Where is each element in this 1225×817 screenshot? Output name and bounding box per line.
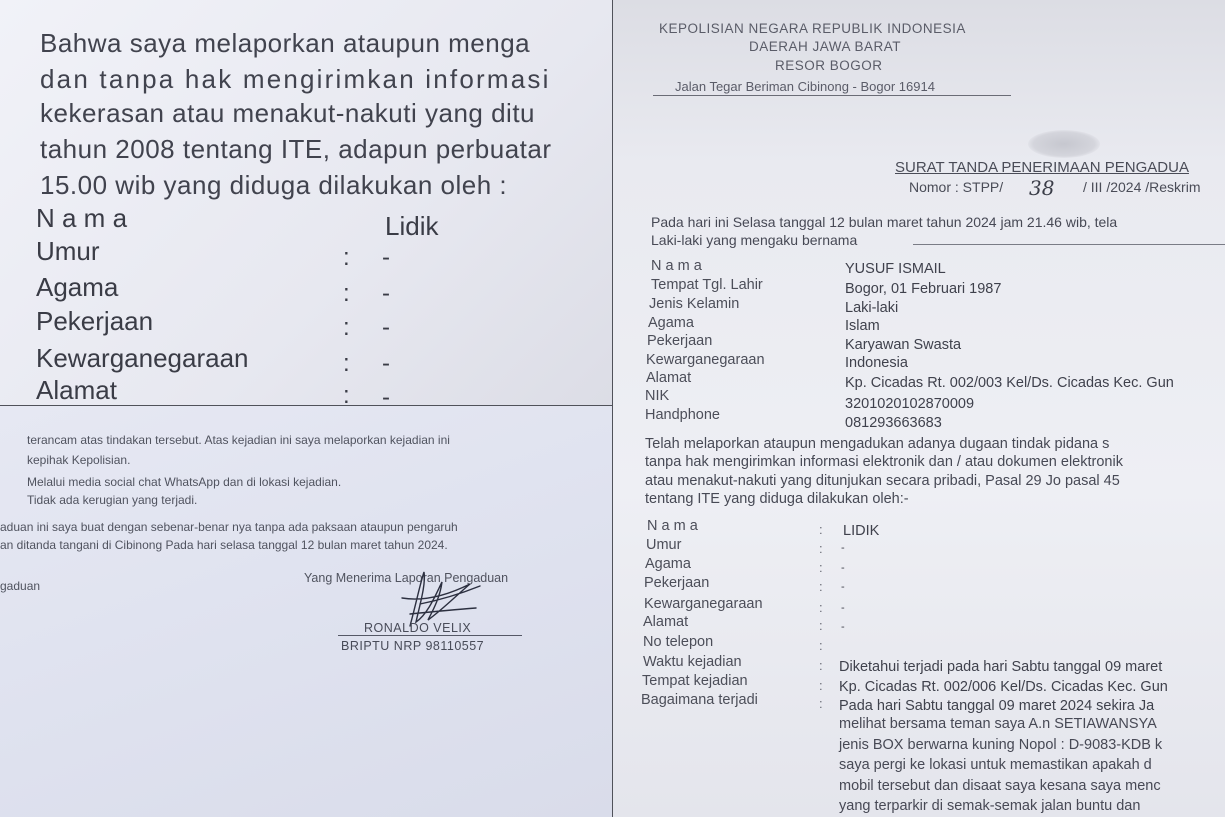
reporter-label-alamat: Alamat	[646, 370, 692, 386]
reporter-value-ttl: Bogor, 01 Februari 1987	[845, 281, 1002, 297]
officer-name: RONALDO VELIX	[364, 621, 472, 635]
field-value-kewarganegaraan: -	[382, 350, 390, 377]
suspect-value-alamat: -	[841, 621, 845, 633]
reporter-value-pekerjaan: Karyawan Swasta	[845, 337, 962, 353]
form-number-suffix: / III /2024 /Reskrim	[1083, 179, 1201, 195]
field-colon: :	[343, 280, 350, 307]
field-value-pekerjaan: -	[382, 314, 390, 341]
reporter-value-gender: Laki-laki	[845, 300, 899, 316]
reporter-value-handphone: 081293663683	[845, 415, 942, 431]
reporter-label-ttl: Tempat Tgl. Lahir	[651, 277, 763, 293]
body-line: tentang ITE yang diduga dilakukan oleh:-	[645, 491, 909, 507]
paragraph-line: kepihak Kepolisian.	[27, 453, 131, 467]
officer-rank: BRIPTU NRP 98110557	[341, 639, 485, 653]
event-label-bagaimana: Bagaimana terjadi	[641, 692, 758, 708]
field-label-agama: Agama	[36, 272, 119, 302]
bottom-left-document-crop	[0, 406, 612, 817]
signature-underline	[338, 635, 522, 636]
suspect-value-nama: LIDIK	[843, 523, 880, 539]
field-colon: :	[819, 618, 823, 633]
reporter-label-kewarganegaraan: Kewarganegaraan	[646, 352, 765, 368]
reporter-value-agama: Islam	[845, 318, 880, 334]
form-number-handwritten: 38	[1029, 176, 1055, 200]
paragraph-line: terancam atas tindakan tersebut. Atas kejadian ini saya melaporkan kejadian ini	[27, 433, 450, 447]
dotted-fill-line	[913, 244, 1225, 245]
event-label-tempat: Tempat kejadian	[642, 673, 748, 689]
field-colon: :	[819, 560, 823, 575]
body-line: atau menakut-nakuti yang ditunjukan secara pribadi, Pasal 29 Jo pasal 45	[645, 473, 1120, 489]
narrative-line: saya pergi ke lokasi untuk memastikan apakah d	[839, 757, 1152, 773]
statement-line: kekerasan atau menakut-nakuti yang ditu	[40, 98, 536, 128]
reporter-value-nama: YUSUF ISMAIL	[845, 261, 946, 277]
narrative-line: jenis BOX berwarna kuning Nopol : D-9083-KDB k	[839, 737, 1163, 753]
suspect-value-umur: -	[841, 542, 845, 554]
suspect-label-kewarganegaraan: Kewarganegaraan	[644, 596, 763, 612]
suspect-value-kewarganegaraan: -	[841, 602, 845, 614]
reporter-label-agama: Agama	[648, 315, 694, 331]
field-colon: :	[343, 244, 350, 271]
field-colon: :	[343, 314, 350, 341]
field-colon: :	[819, 600, 823, 615]
narrative-line: yang terparkir di semak-semak jalan buntu dan	[839, 798, 1141, 814]
field-label-pekerjaan: Pekerjaan	[36, 306, 154, 336]
suspect-label-umur: Umur	[646, 537, 682, 553]
crop-divider	[0, 405, 612, 406]
reporter-value-kewarganegaraan: Indonesia	[845, 355, 908, 371]
paragraph-line: an ditanda tangani di Cibinong Pada hari selasa tanggal 12 bulan maret tahun 2024.	[0, 538, 448, 552]
field-label-nama: N a m a	[36, 203, 128, 233]
crop-divider	[612, 0, 613, 817]
field-colon: :	[819, 541, 823, 556]
reporter-label-nama: N a m a	[651, 258, 702, 274]
receiver-caption: Yang Menerima Laporan Pengaduan	[304, 571, 509, 585]
suspect-label-pekerjaan: Pekerjaan	[644, 575, 710, 591]
field-value-agama: -	[382, 280, 390, 307]
suspect-label-telepon: No telepon	[643, 634, 714, 650]
event-value-bagaimana: Pada hari Sabtu tanggal 09 maret 2024 sekira Ja	[839, 698, 1155, 714]
statement-line: 15.00 wib yang diduga dilakukan oleh :	[40, 170, 508, 200]
field-value-alamat: -	[382, 384, 390, 405]
field-value-umur: -	[382, 244, 390, 271]
event-value-waktu: Diketahui terjadi pada hari Sabtu tanggal 09 maret	[839, 659, 1163, 675]
header-address: Jalan Tegar Beriman Cibinong - Bogor 16914	[675, 79, 935, 94]
field-colon: :	[819, 522, 823, 537]
event-label-waktu: Waktu kejadian	[643, 654, 742, 670]
narrative-line: melihat bersama teman saya A.n SETIAWANSYA	[839, 716, 1157, 732]
header-region: DAERAH JAWA BARAT	[749, 39, 902, 54]
body-line: tanpa hak mengirimkan informasi elektronik dan / atau dokumen elektronik	[645, 454, 1123, 470]
suspect-value-agama: -	[841, 562, 845, 574]
reporter-label-handphone: Handphone	[645, 407, 720, 423]
field-colon: :	[819, 579, 823, 594]
field-colon: :	[819, 638, 823, 653]
statement-line: Bahwa saya melaporkan ataupun menga	[40, 28, 531, 58]
paragraph-line: aduan ini saya buat dengan sebenar-benar nya tanpa ada paksaan ataupun pengaruh	[0, 520, 458, 534]
header-underline	[653, 95, 1011, 96]
seal-icon	[1028, 130, 1100, 158]
narrative-line: mobil tersebut dan disaat saya kesana saya menc	[839, 778, 1161, 794]
suspect-label-alamat: Alamat	[643, 614, 689, 630]
intro-line: Laki-laki yang mengaku bernama	[651, 232, 858, 248]
reporter-label-gender: Jenis Kelamin	[649, 296, 740, 312]
reporter-value-alamat: Kp. Cicadas Rt. 002/003 Kel/Ds. Cicadas Kec. Gun	[845, 375, 1174, 391]
form-number-prefix: Nomor : STPP/	[909, 179, 1004, 195]
right-document-crop	[613, 0, 1225, 817]
field-colon: :	[819, 696, 823, 711]
suspect-value-pekerjaan: -	[841, 581, 845, 593]
field-label-kewarganegaraan: Kewarganegaraan	[36, 343, 249, 373]
reporter-label-nik: NIK	[645, 388, 670, 404]
field-label-umur: Umur	[36, 236, 100, 266]
field-colon: :	[819, 658, 823, 673]
complainant-caption: gaduan	[0, 579, 41, 593]
header-institution: KEPOLISIAN NEGARA REPUBLIK INDONESIA	[659, 21, 966, 36]
paragraph-line: Melalui media social chat WhatsApp dan di lokasi kejadian.	[27, 475, 342, 489]
paragraph-line: Tidak ada kerugian yang terjadi.	[27, 493, 198, 507]
field-colon: :	[343, 350, 350, 377]
reporter-label-pekerjaan: Pekerjaan	[647, 333, 713, 349]
intro-line: Pada hari ini Selasa tanggal 12 bulan maret tahun 2024 jam 21.46 wib, tela	[651, 214, 1118, 230]
statement-line: tahun 2008 tentang ITE, adapun perbuatar	[40, 134, 552, 164]
body-line: Telah melaporkan ataupun mengadukan adanya dugaan tindak pidana s	[645, 436, 1110, 452]
statement-line: dan tanpa hak mengirimkan informasi	[40, 64, 551, 94]
field-value-nama: Lidik	[385, 211, 439, 241]
field-colon: :	[819, 678, 823, 693]
suspect-label-nama: N a m a	[647, 518, 698, 534]
field-colon: :	[343, 382, 350, 405]
event-value-tempat: Kp. Cicadas Rt. 002/006 Kel/Ds. Cicadas Kec. Gun	[839, 679, 1168, 695]
suspect-label-agama: Agama	[645, 556, 691, 572]
top-left-document-crop	[0, 0, 612, 405]
reporter-value-nik: 3201020102870009	[845, 396, 975, 412]
field-label-alamat: Alamat	[36, 375, 117, 405]
header-resort: RESOR BOGOR	[775, 58, 883, 73]
form-title: SURAT TANDA PENERIMAAN PENGADUA	[895, 159, 1189, 176]
